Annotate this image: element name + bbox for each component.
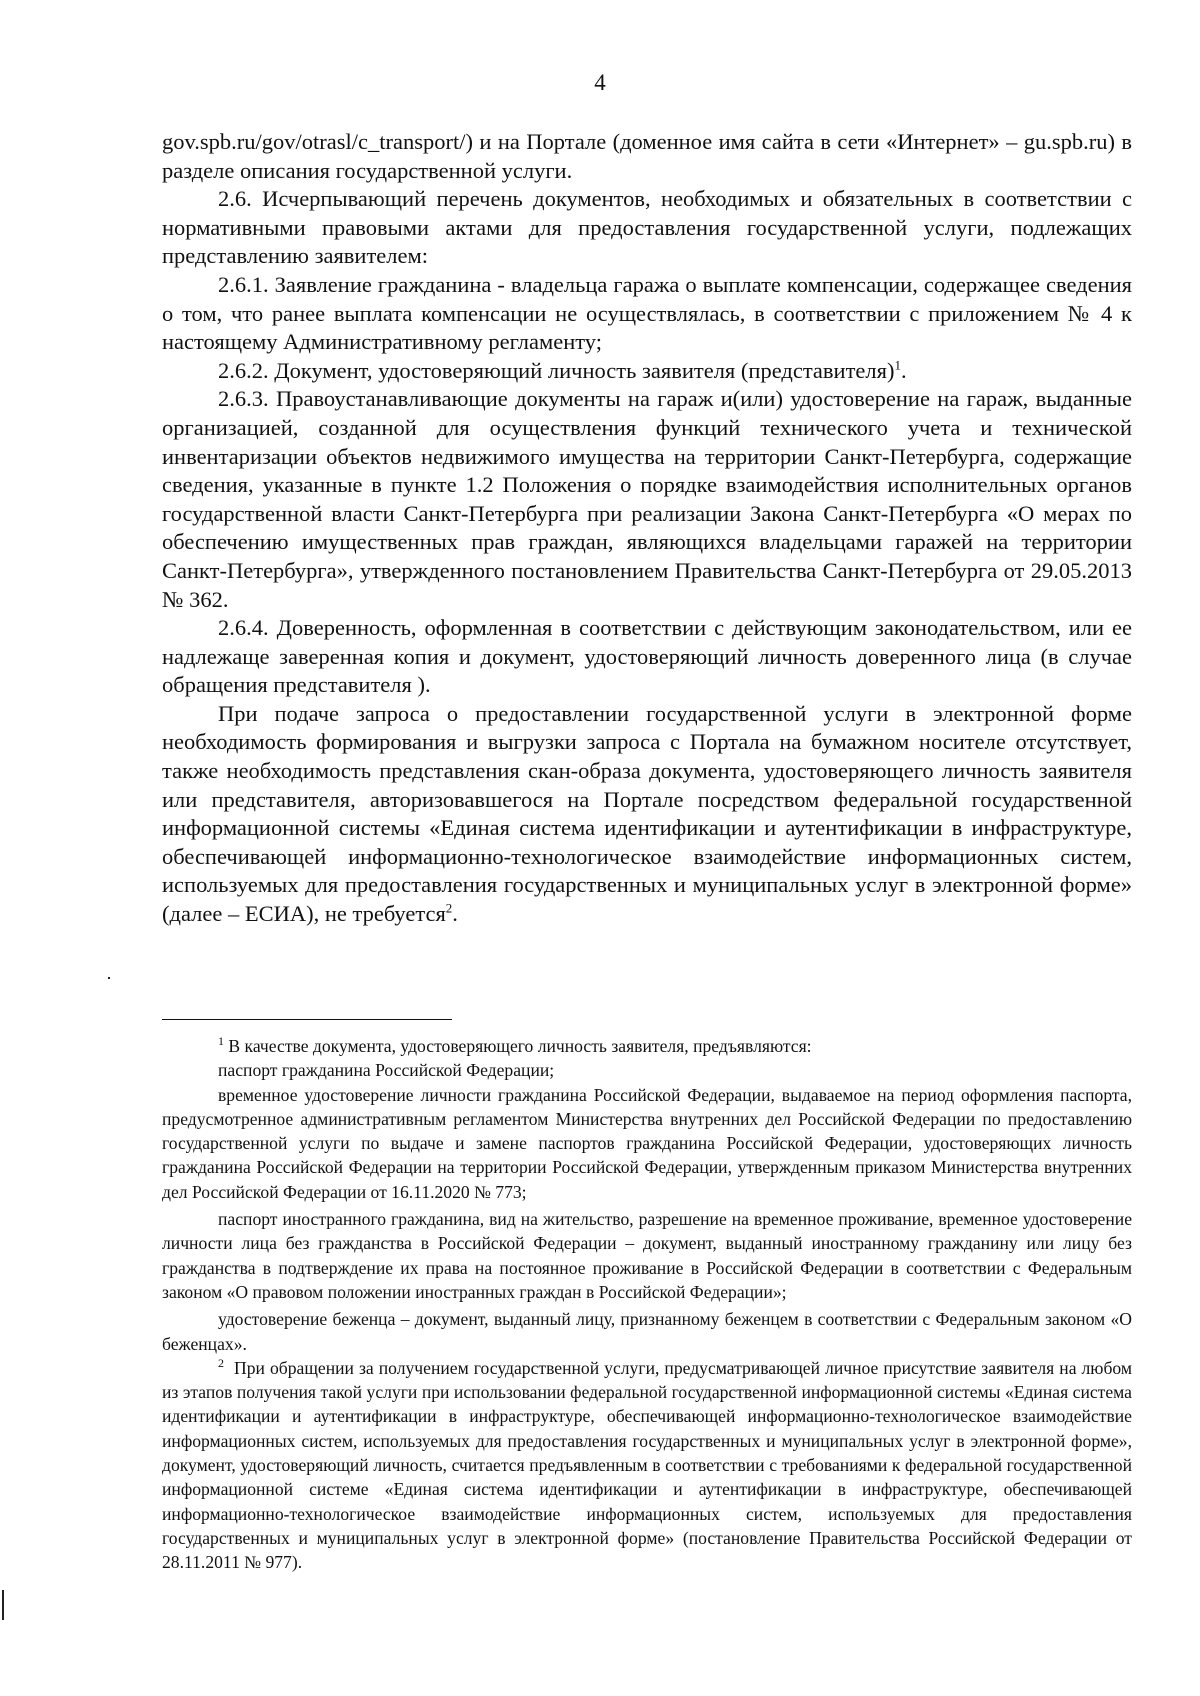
- footnote-ref-1: 1: [894, 357, 901, 373]
- paragraph-electronic-request: [162, 700, 1132, 929]
- page-number: 4: [594, 70, 606, 95]
- paragraph-source-links: gov.spb.ru/gov/otrasl/c_transport/) и на Портале (доменное имя сайта в сети «Интернет» – gu.spb.ru) в разделе описания государственной услуги.: [162, 129, 1132, 183]
- paragraph-2-6: 2.6. Исчерпывающий перечень документов, необходимых и обязательных в соответствии с нормативными правовыми актами для предоставления государственной услуги, подлежащих представлению заявителем:: [162, 186, 1132, 269]
- paragraph-electronic-request-text: При подаче запроса о предоставлении государственной услуги в электронной форме необходимость формирования и выгрузки запроса с Портала на бумажном носителе отсутствует, также необходимость представления скан-образа документа, удостоверяющего личность заявителя или представителя, авторизовавшегося на Портале посредством федеральной государственной информационной системы «Единая система идентификации и аутентификации в инфраструктуре, обеспечивающей информационно-технологическое взаимодействие информационных систем, используемых для предоставления государственных и муниципальных услуг в электронной форме» (далее – ЕСИА), не требуется: [162, 700, 1132, 927]
- paragraph-electronic-request-end: .: [452, 901, 458, 927]
- footnote-2: [162, 1356, 1132, 1575]
- paragraph-2-6-2: [162, 357, 1132, 386]
- paragraph-2-6-3: 2.6.3. Правоустанавливающие документы на гараж и(или) удостоверение на гараж, выданные организацией, созданной для осуществления функций технического учета и технической инвентаризации объектов недвижимого имущества на территории Санкт-Петербурга, содержащие сведения, указанные в пункте 1.2 Положения о порядке взаимодействия исполнительных органов государственной власти Санкт-Петербурга при реализации Закона Санкт-Петербурга «О мерах по обеспечению имущественных прав граждан, являющихся владельцами гаражей на территории Санкт-Петербурга», утвержденного постановлением Правительства Санкт-Петербурга от 29.05.2013 № 362.: [162, 386, 1132, 612]
- footnote-2-mark: 2: [218, 1356, 224, 1370]
- footnote-1-mark: 1: [218, 1034, 224, 1049]
- paragraph-2-6-2-end: .: [900, 357, 907, 383]
- footnote-1-item-refugee: удостоверение беженца – документ, выданный лицу, признанному беженцем в соответствии с Федеральным законом «О беженцах».: [162, 1309, 1132, 1354]
- paragraph-2-6-2-text: 2.6.2. Документ, удостоверяющий личность заявителя (представителя): [218, 357, 895, 383]
- scan-artifact-dot: [108, 977, 110, 979]
- footnote-separator: [162, 1019, 452, 1020]
- footnote-1-item-foreign-passport: паспорт иностранного гражданина, вид на жительство, разрешение на временное проживание, временное удостоверение личности лица без гражданства в Российской Федерации – документ, выданный иностранному гражданину или лицу без гражданства в подтверждение их права на постоянное проживание в Российской Федерации в соответствии с Федеральным законом «О правовом положении иностранных граждан в Российской Федерации»;: [162, 1209, 1132, 1302]
- body-text: [162, 128, 1132, 929]
- scan-artifact-left-edge: [2, 1590, 4, 1620]
- footnote-1-item-temporary-id: временное удостоверение личности гражданина Российской Федерации, выдаваемое на период оформления паспорта, предусмотренное административным регламентом Министерства внутренних дел Российской Федерации по предоставлению государственной услуги по выдаче и замене паспортов гражданина Российской Федерации, удостоверяющих личность гражданина Российской Федерации на территории Российской Федерации, утвержденным приказом Министерства внутренних дел Российской Федерации от 16.11.2020 № 773;: [162, 1084, 1132, 1202]
- footnote-1-title: [162, 1034, 1132, 1058]
- paragraph-2-6-1: 2.6.1. Заявление гражданина - владельца гаража о выплате компенсации, содержащее сведения о том, что ранее выплата компенсации не осуществлялась, в соответствии с приложением № 4 к настоящему Административному регламенту;: [162, 271, 1132, 355]
- footnote-1-title-text: В качестве документа, удостоверяющего личность заявителя, предъявляются:: [228, 1036, 812, 1056]
- footnote-ref-2: 2: [445, 900, 453, 916]
- footnote-1-item-passport: паспорт гражданина Российской Федерации;: [218, 1060, 555, 1081]
- footnotes: [162, 1034, 1132, 1575]
- footnote-2-text: При обращении за получением государственной услуги, предусматривающей личное присутствие заявителя на любом из этапов получения такой услуги при использовании федеральной государственной информационной системы «Единая система идентификации и аутентификации в инфраструктуре, обеспечивающей информационно-технологическое взаимодействие информационных систем, используемых для предоставления государственных и муниципальных услуг в электронной форме», документ, удостоверяющий личность, считается предъявленным в соответствии с требованиями к федеральной государственной информационной системе «Единая система идентификации и аутентификации в инфраструктуре, обеспечивающей информационно-технологическое взаимодействие информационных систем, используемых для предоставления государственных и муниципальных услуг в электронной форме» (постановление Правительства Российской Федерации от 28.11.2011 № 977).: [162, 1357, 1132, 1573]
- paragraph-2-6-4: 2.6.4. Доверенность, оформленная в соответствии с действующим законодательством, или ее надлежаще заверенная копия и документ, удостоверяющий личность доверенного лица (в случае обращения представителя ).: [162, 615, 1132, 698]
